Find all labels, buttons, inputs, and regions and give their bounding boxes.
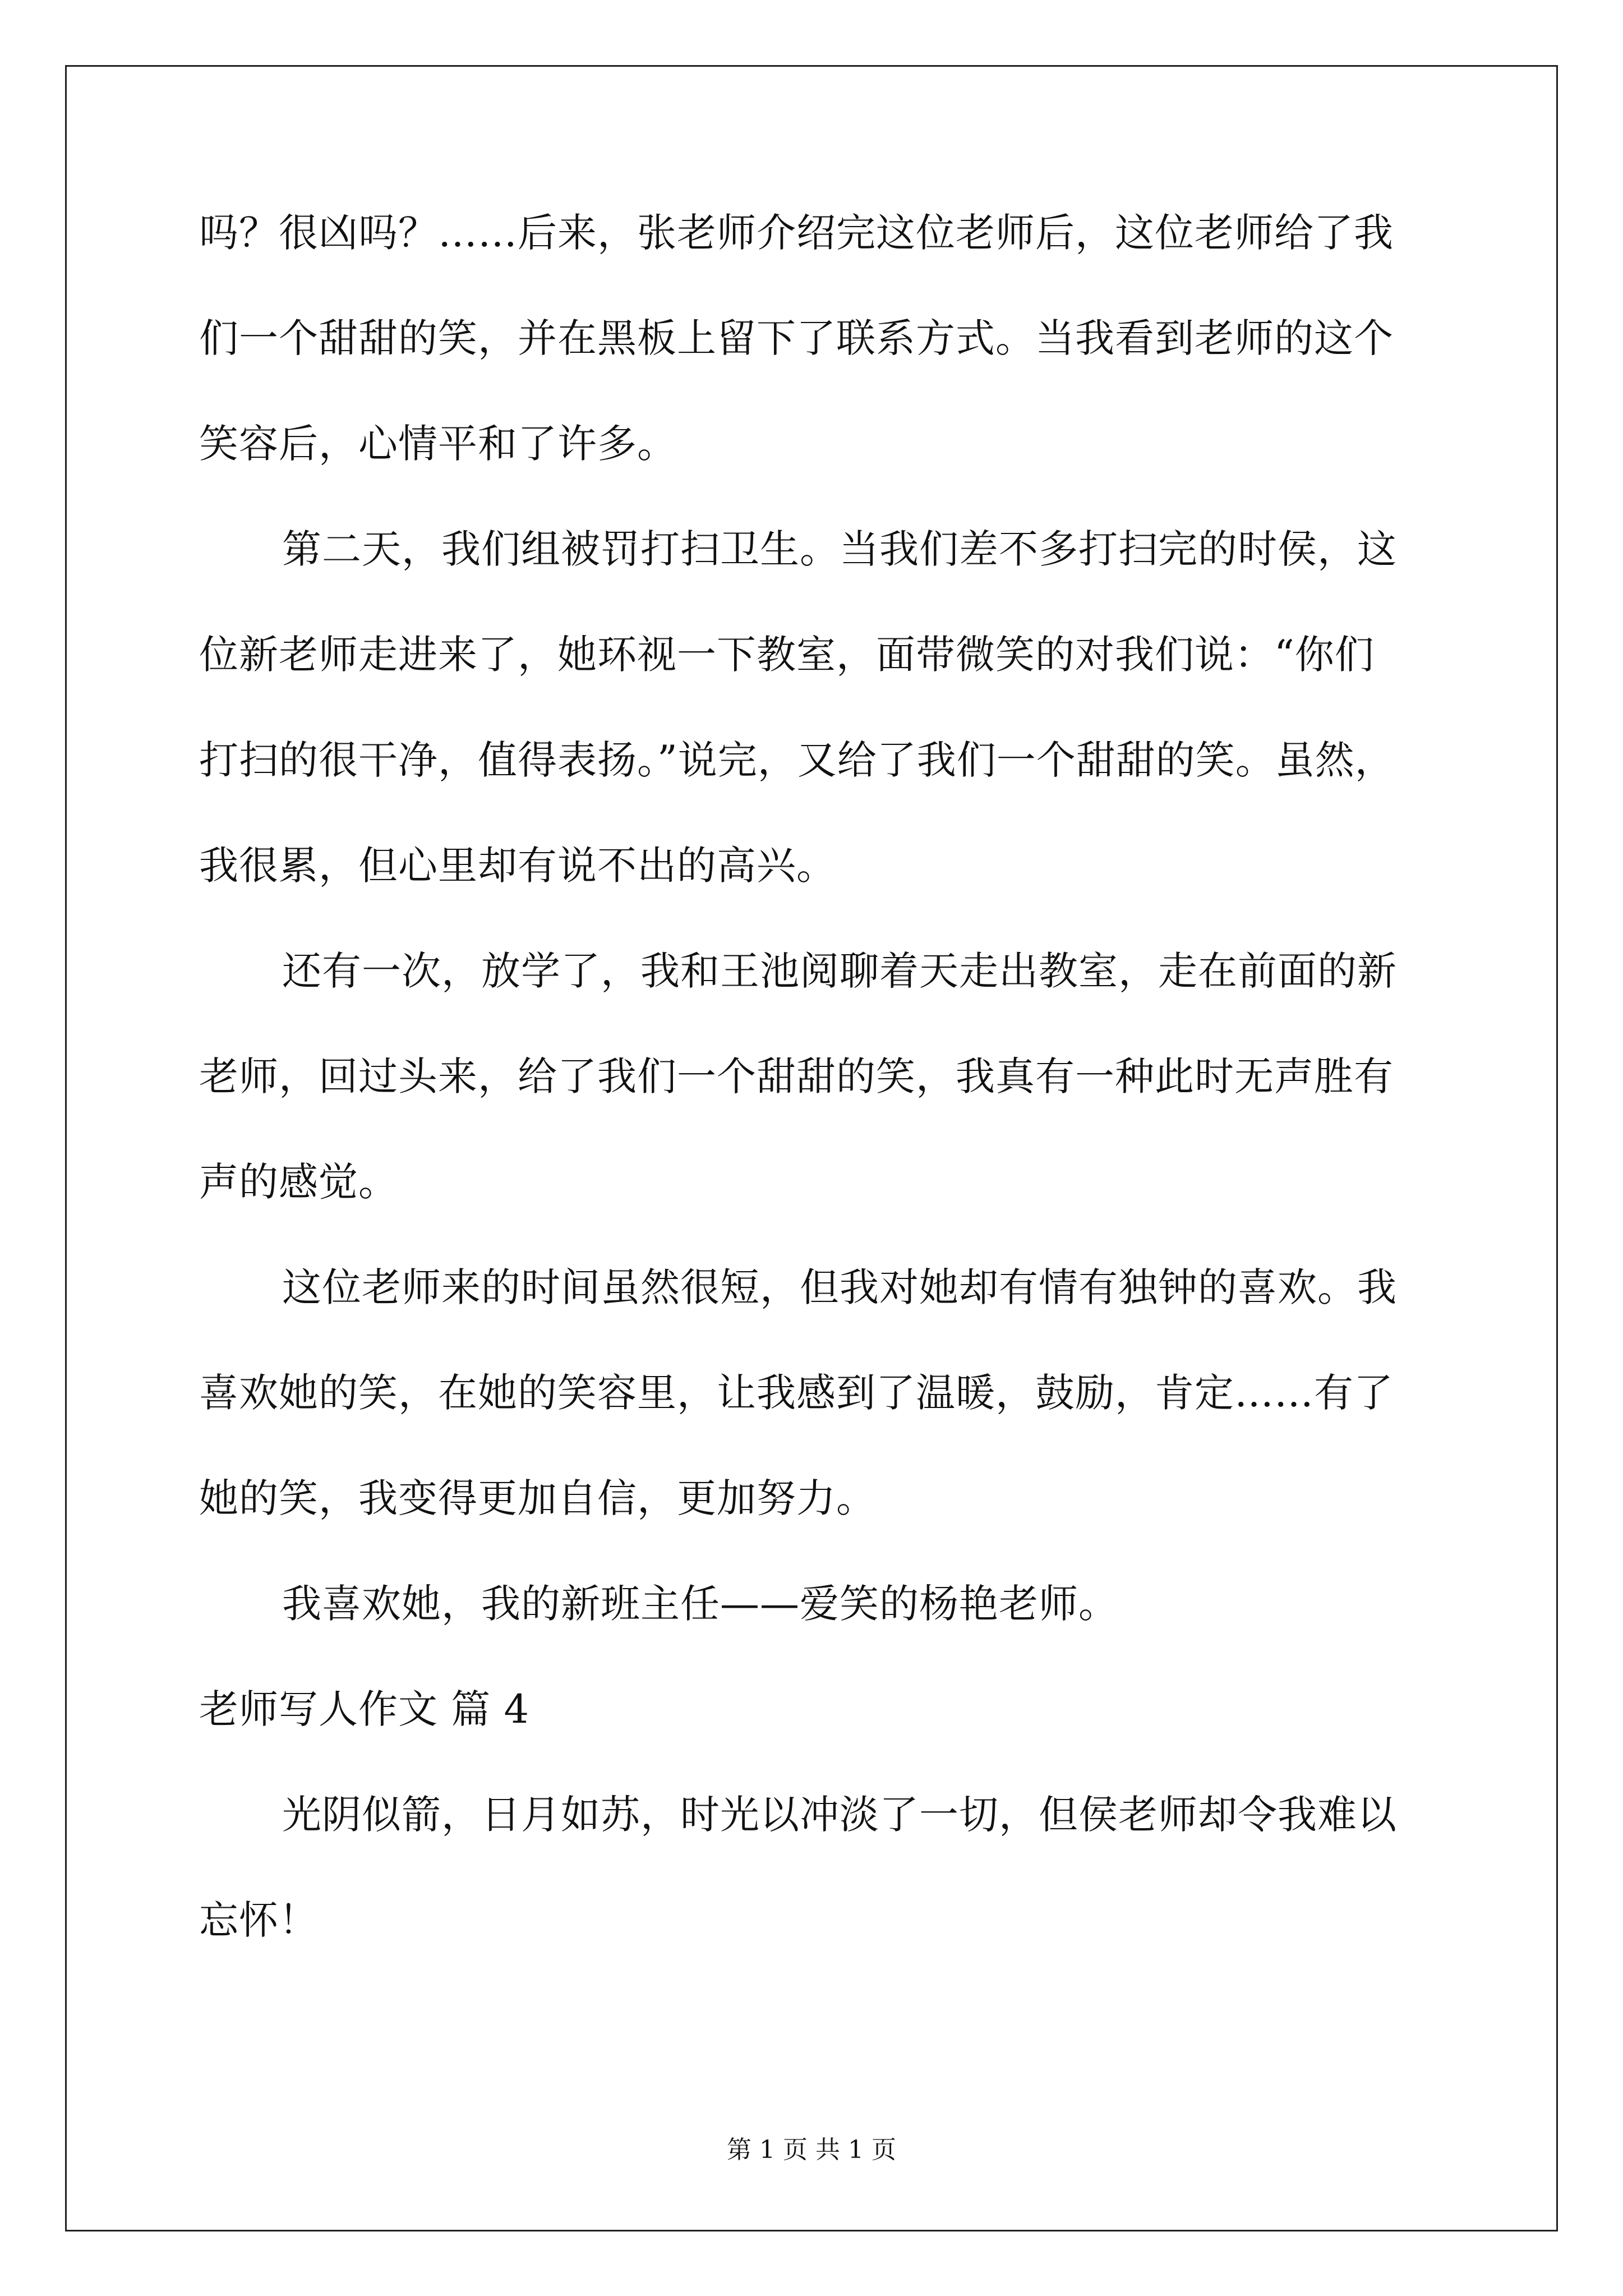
text-line: 光阴似箭，日月如苏，时光以冲淡了一切，但侯老师却令我难以 bbox=[282, 1792, 1397, 1838]
text-line: 第二天，我们组被罚打扫卫生。当我们差不多打扫完的时侯，这 bbox=[282, 526, 1397, 572]
section-heading: 老师写人作文 篇 4 bbox=[199, 1686, 530, 1732]
text-line: 喜欢她的笑，在她的笑容里，让我感到了温暖，鼓励，肯定……有了 bbox=[199, 1370, 1394, 1416]
text-line: 位新老师走进来了，她环视一下教室，面带微笑的对我们说：“你们 bbox=[199, 632, 1375, 678]
page-footer: 第 1 页 共 1 页 bbox=[727, 2136, 896, 2164]
text-line: 们一个甜甜的笑，并在黑板上留下了联系方式。当我看到老师的这个 bbox=[199, 315, 1394, 361]
text-line: 这位老师来的时间虽然很短，但我对她却有情有独钟的喜欢。我 bbox=[282, 1264, 1397, 1310]
text-line: 吗？很凶吗？……后来，张老师介绍完这位老师后，这位老师给了我 bbox=[199, 210, 1394, 256]
text-line: 打扫的很干净，值得表扬。”说完，又给了我们一个甜甜的笑。虽然， bbox=[199, 737, 1395, 783]
text-line: 我喜欢她，我的新班主任——爱笑的杨艳老师。 bbox=[282, 1581, 1118, 1627]
text-line: 老师，回过头来，给了我们一个甜甜的笑，我真有一种此时无声胜有 bbox=[199, 1053, 1394, 1099]
text-line: 笑容后，心情平和了许多。 bbox=[199, 421, 677, 467]
text-line: 她的笑，我变得更加自信，更加努力。 bbox=[199, 1475, 876, 1521]
text-line: 忘怀！ bbox=[199, 1897, 319, 1943]
text-line: 声的感觉。 bbox=[199, 1159, 398, 1205]
text-line: 我很累，但心里却有说不出的高兴。 bbox=[199, 843, 836, 889]
text-line: 还有一次，放学了，我和王池阅聊着天走出教室，走在前面的新 bbox=[282, 948, 1397, 994]
